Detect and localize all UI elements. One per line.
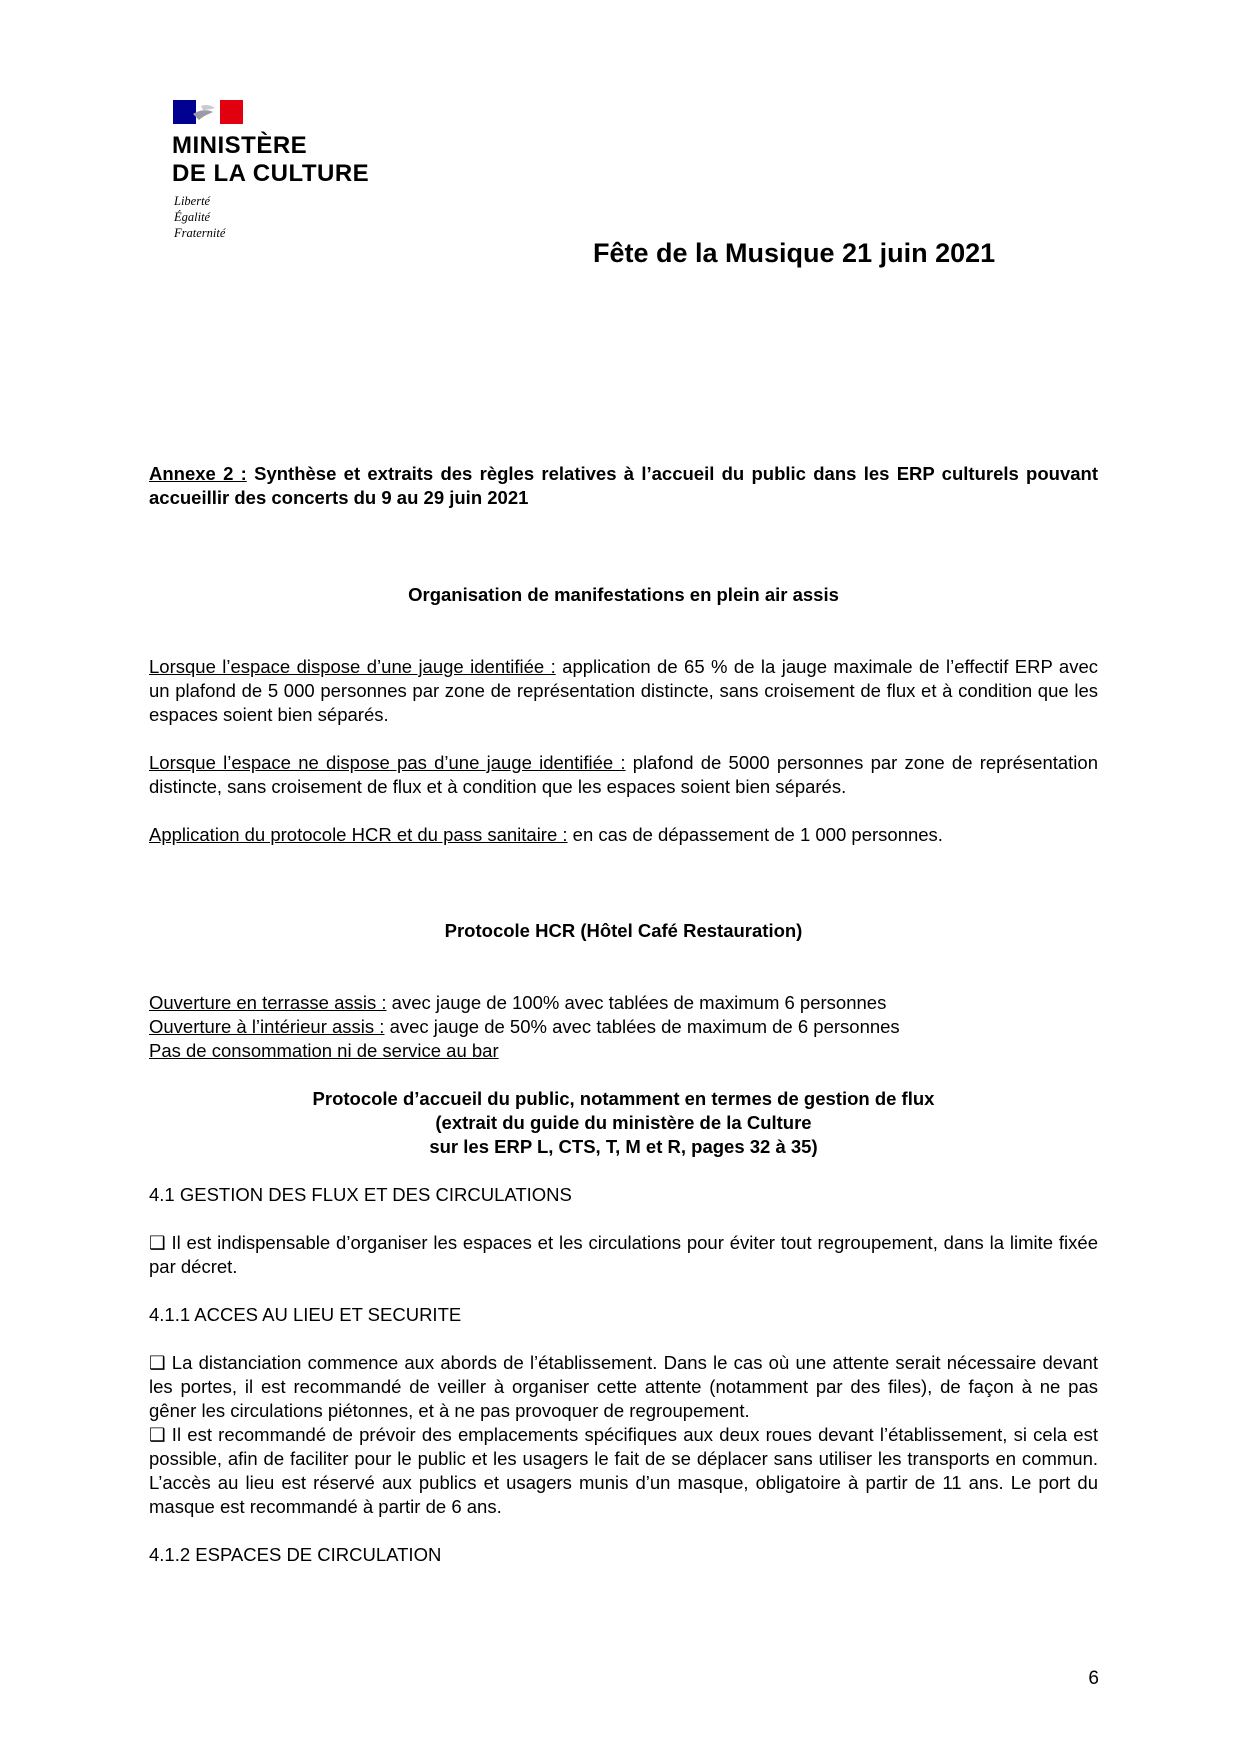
annex-intro xyxy=(149,462,1098,510)
document-title: Fête de la Musique 21 juin 2021 xyxy=(593,238,996,268)
line-text: avec jauge de 100% avec tablées de maximum 6 personnes xyxy=(386,992,887,1013)
paragraph-text: en cas de dépassement de 1 000 personnes. xyxy=(567,824,943,845)
section-heading-protocole-line2: (extrait du guide du ministère de la Culture xyxy=(435,1112,812,1133)
annex-label: Annexe 2 : xyxy=(149,463,247,484)
ministry-name-line2: DE LA CULTURE xyxy=(172,160,370,187)
paragraph-label: Application du protocole HCR et du pass sanitaire : xyxy=(149,824,568,845)
paragraph-4-1-1-b xyxy=(149,1423,1098,1519)
ministry-name-line1: MINISTÈRE xyxy=(172,132,308,159)
bullet-icon: ❑ xyxy=(149,1232,166,1253)
section-heading-protocole-line1: Protocole d’accueil du public, notamment en termes de gestion de flux xyxy=(312,1088,935,1109)
bullet-icon: ❑ xyxy=(149,1424,166,1445)
heading-4-1: 4.1 GESTION DES FLUX ET DES CIRCULATIONS xyxy=(149,1184,572,1205)
motto-egalite: Égalité xyxy=(174,210,211,224)
paragraph-4-1 xyxy=(149,1231,1098,1279)
paragraph-jauge-identifiee xyxy=(149,655,1098,727)
bullet-icon: ❑ xyxy=(149,1352,166,1373)
section-heading-plein-air: Organisation de manifestations en plein air assis xyxy=(408,584,839,605)
motto-fraternite: Fraternité xyxy=(174,226,226,240)
paragraph-4-1-1-a xyxy=(149,1351,1098,1423)
heading-4-1-1: 4.1.1 ACCES AU LIEU ET SECURITE xyxy=(149,1304,462,1325)
paragraph-text: Il est recommandé de prévoir des emplacements spécifiques aux deux roues devant l’établissement, si cela est possible, afin de faciliter pour le public et les usagers le fait de se déplacer sans utiliser les transports en commun. L’accès au lieu est réservé aux publics et usagers munis d’un masque, obligatoire à partir de 11 ans. Le port du masque est recommandé à partir de 6 ans. xyxy=(149,1424,1098,1517)
hcr-line-interieur xyxy=(149,1015,900,1039)
section-heading-protocole-line3: sur les ERP L, CTS, T, M et R, pages 32 à 35) xyxy=(429,1136,818,1157)
line-label: Ouverture à l’intérieur assis : xyxy=(149,1016,385,1037)
paragraph-label: Lorsque l’espace dispose d’une jauge identifiée : xyxy=(149,656,556,677)
line-text: avec jauge de 50% avec tablées de maximum de 6 personnes xyxy=(384,1016,900,1037)
heading-4-1-2: 4.1.2 ESPACES DE CIRCULATION xyxy=(149,1544,442,1565)
paragraph-protocole-hcr xyxy=(149,823,1098,847)
paragraph-label: Lorsque l’espace ne dispose pas d’une jauge identifiée : xyxy=(149,752,626,773)
paragraph-text: Il est indispensable d’organiser les espaces et les circulations pour éviter tout regroupement, dans la limite fixée par décret. xyxy=(149,1232,1098,1277)
annex-text: Synthèse et extraits des règles relatives à l’accueil du public dans les ERP culturels pouvant accueillir des concerts du 9 au 29 juin 2021 xyxy=(149,463,1098,508)
marianne-flag-logo xyxy=(173,100,243,124)
motto-liberte: Liberté xyxy=(174,194,211,208)
hcr-line-terrasse xyxy=(149,991,886,1015)
paragraph-text: application de 65 % de la jauge maximale de l’effectif ERP avec un plafond de 5 000 personnes par zone de représentation distincte, sans croisement de flux et à condition que les espaces soient bien séparés. xyxy=(149,656,1098,725)
paragraph-text: plafond de 5000 personnes par zone de représentation distincte, sans croisement de flux et à condition que les espaces soient bien séparés. xyxy=(149,752,1098,797)
section-heading-hcr: Protocole HCR (Hôtel Café Restauration) xyxy=(444,920,803,941)
line-label: Pas de consommation ni de service au bar xyxy=(149,1040,499,1061)
hcr-line-bar xyxy=(149,1039,499,1063)
paragraph-text: La distanciation commence aux abords de l’établissement. Dans le cas où une attente serait nécessaire devant les portes, il est recommandé de veiller à organiser cette attente (notamment par des files), de façon à ne pas gêner les circulations piétonnes, et à ne pas provoquer de regroupement. xyxy=(149,1352,1098,1421)
page-number: 6 xyxy=(1088,1668,1099,1689)
line-label: Ouverture en terrasse assis : xyxy=(149,992,387,1013)
paragraph-sans-jauge xyxy=(149,751,1098,799)
